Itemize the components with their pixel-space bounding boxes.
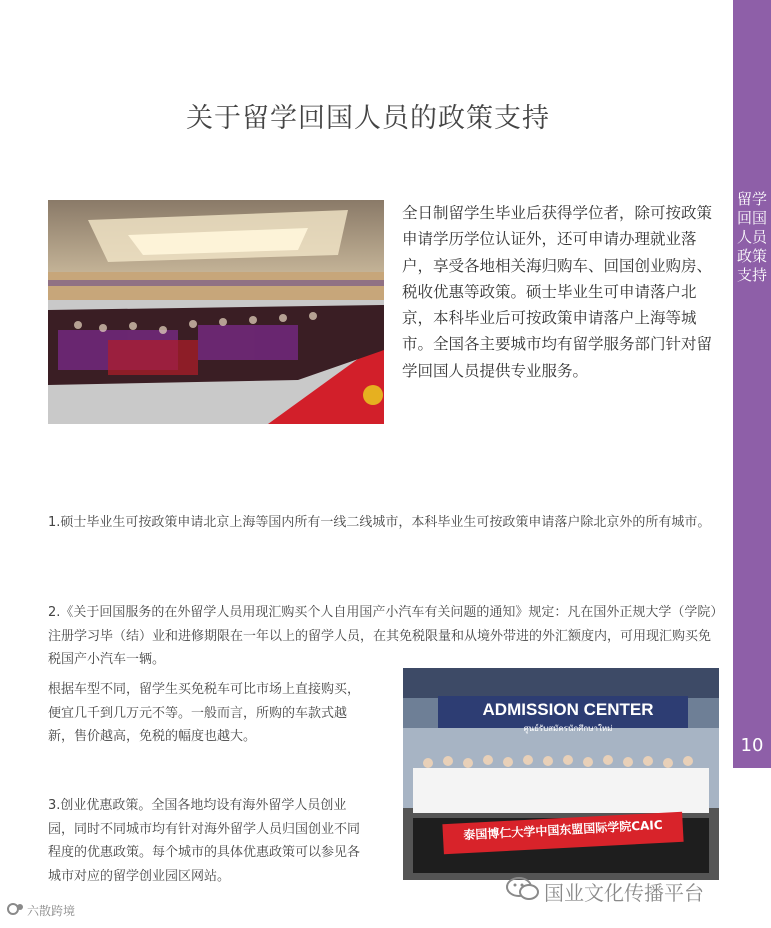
admission-center-sign: ADMISSION CENTER — [482, 700, 654, 719]
sidebar — [733, 0, 771, 768]
group-photo — [403, 668, 719, 880]
graduation-ceremony-photo — [48, 200, 384, 424]
sidebar-title: 留学回国人员政策支持 — [736, 190, 767, 284]
page-title: 关于留学回国人员的政策支持 — [186, 103, 550, 134]
paragraph-1: 1.硕士毕业生可按政策申请北京上海等国内所有一线二线城市，本科毕业生可按政策申请落户除北京外的所有城市。 — [48, 515, 711, 530]
group-banner: 泰国博仁大学中国东盟国际学院CAIC — [463, 817, 663, 843]
page-number: 10 — [740, 735, 764, 756]
admission-center-sign-thai: ศูนย์รับสมัครนักศึกษาใหม่ — [523, 724, 613, 733]
wechat-icon — [506, 876, 540, 907]
watermark-left — [6, 902, 75, 919]
intro-paragraph: 全日制留学生毕业后获得学位者，除可按政策申请学历学位认证外，还可申请办理就业落户，享受各地相关海归购车、回国创业购房、税收优惠等政策。硕士毕业生可申请落户北京，本科毕业后可按政策申请落户上海等城市。全国各主要城市均有留学服务部门针对留学回国人员提供专业服务。 — [402, 204, 713, 380]
watermark-left-text: 六散跨境 — [27, 904, 76, 918]
paragraph-3: 3.创业优惠政策。全国各地均设有海外留学人员创业园，同时不同城市均有针对海外留学人员归国创业不同程度的优惠政策。每个城市的具体优惠政策可以参见各城市对应的留学创业园区网站。 — [48, 798, 361, 884]
paragraph-2-continued: 根据车型不同，留学生买免税车可比市场上直接购买，便宜几千到几万元不等。一般而言，所购的车款式越新，售价越高，免税的幅度也越大。 — [48, 682, 361, 744]
watermark-text: 国业文化传播平台 — [544, 881, 704, 905]
paragraph-2: 2.《关于回国服务的在外留学人员用现汇购买个人自用国产小汽车有关问题的通知》规定：凡在国外正规大学（学院）注册学习毕（结）业和进修期限在一年以上的留学人员，在其免税限量和从境外带进的外汇额度内，可用现汇购买免税国产小汽车一辆。 — [48, 605, 717, 667]
logo-icon — [6, 902, 24, 919]
watermark-right — [506, 876, 704, 907]
